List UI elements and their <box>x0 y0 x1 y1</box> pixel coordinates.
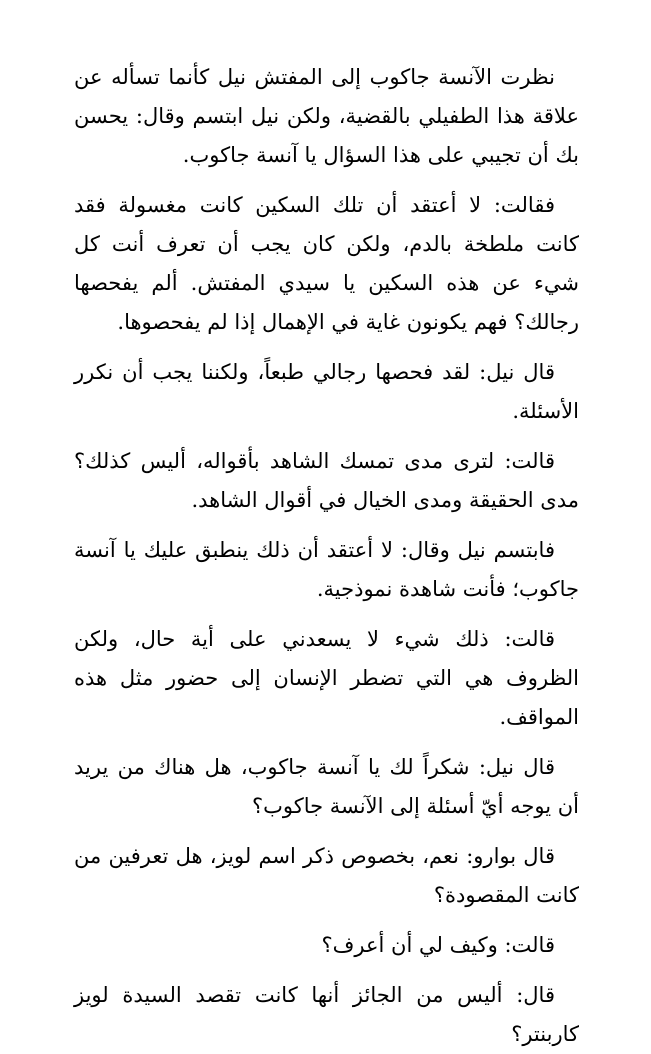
paragraph-5: فابتسم نيل وقال: لا أعتقد أن ذلك ينطبق عليك يا آنسة جاكوب؛ فأنت شاهدة نموذجية. <box>74 538 579 601</box>
paragraph-7: قال نيل: شكراً لك يا آنسة جاكوب، هل هناك من يريد أن يوجه أيّ أسئلة إلى الآنسة جاكوب؟ <box>74 755 579 818</box>
paragraph-9: قالت: وكيف لي أن أعرف؟ <box>321 933 555 957</box>
paragraph-6: قالت: ذلك شيء لا يسعدني على أية حال، ولكن الظروف هي التي تضطر الإنسان إلى حضور مثل هذه المواقف. <box>74 627 579 729</box>
paragraph-2: فقالت: لا أعتقد أن تلك السكين كانت مغسولة فقد كانت ملطخة بالدم، ولكن كان يجب أن تعرف أنت كل شيء عن هذه السكين يا سيدي المفتش. ألم يفحصها رجالك؟ فهم يكونون غاية في الإهمال إذا لم يفحصوها. <box>74 193 579 334</box>
paragraph-1: نظرت الآنسة جاكوب إلى المفتش نيل كأنما تسأله عن علاقة هذا الطفيلي بالقضية، ولكن نيل ابتسم وقال: يحسن بك أن تجيبي على هذا السؤال يا آنسة جاكوب. <box>74 65 579 167</box>
paragraph-8: قال بوارو: نعم، بخصوص ذكر اسم لويز، هل تعرفين من كانت المقصودة؟ <box>74 844 579 907</box>
paragraph-10: قال: أليس من الجائز أنها كانت تقصد السيدة لويز كاربنتر؟ <box>74 983 579 1046</box>
paragraph-4: قالت: لترى مدى تمسك الشاهد بأقواله، أليس كذلك؟ مدى الحقيقة ومدى الخيال في أقوال الشاهد. <box>74 449 579 512</box>
paragraph-3: قال نيل: لقد فحصها رجالي طبعاً، ولكننا يجب أن نكرر الأسئلة. <box>74 360 579 423</box>
